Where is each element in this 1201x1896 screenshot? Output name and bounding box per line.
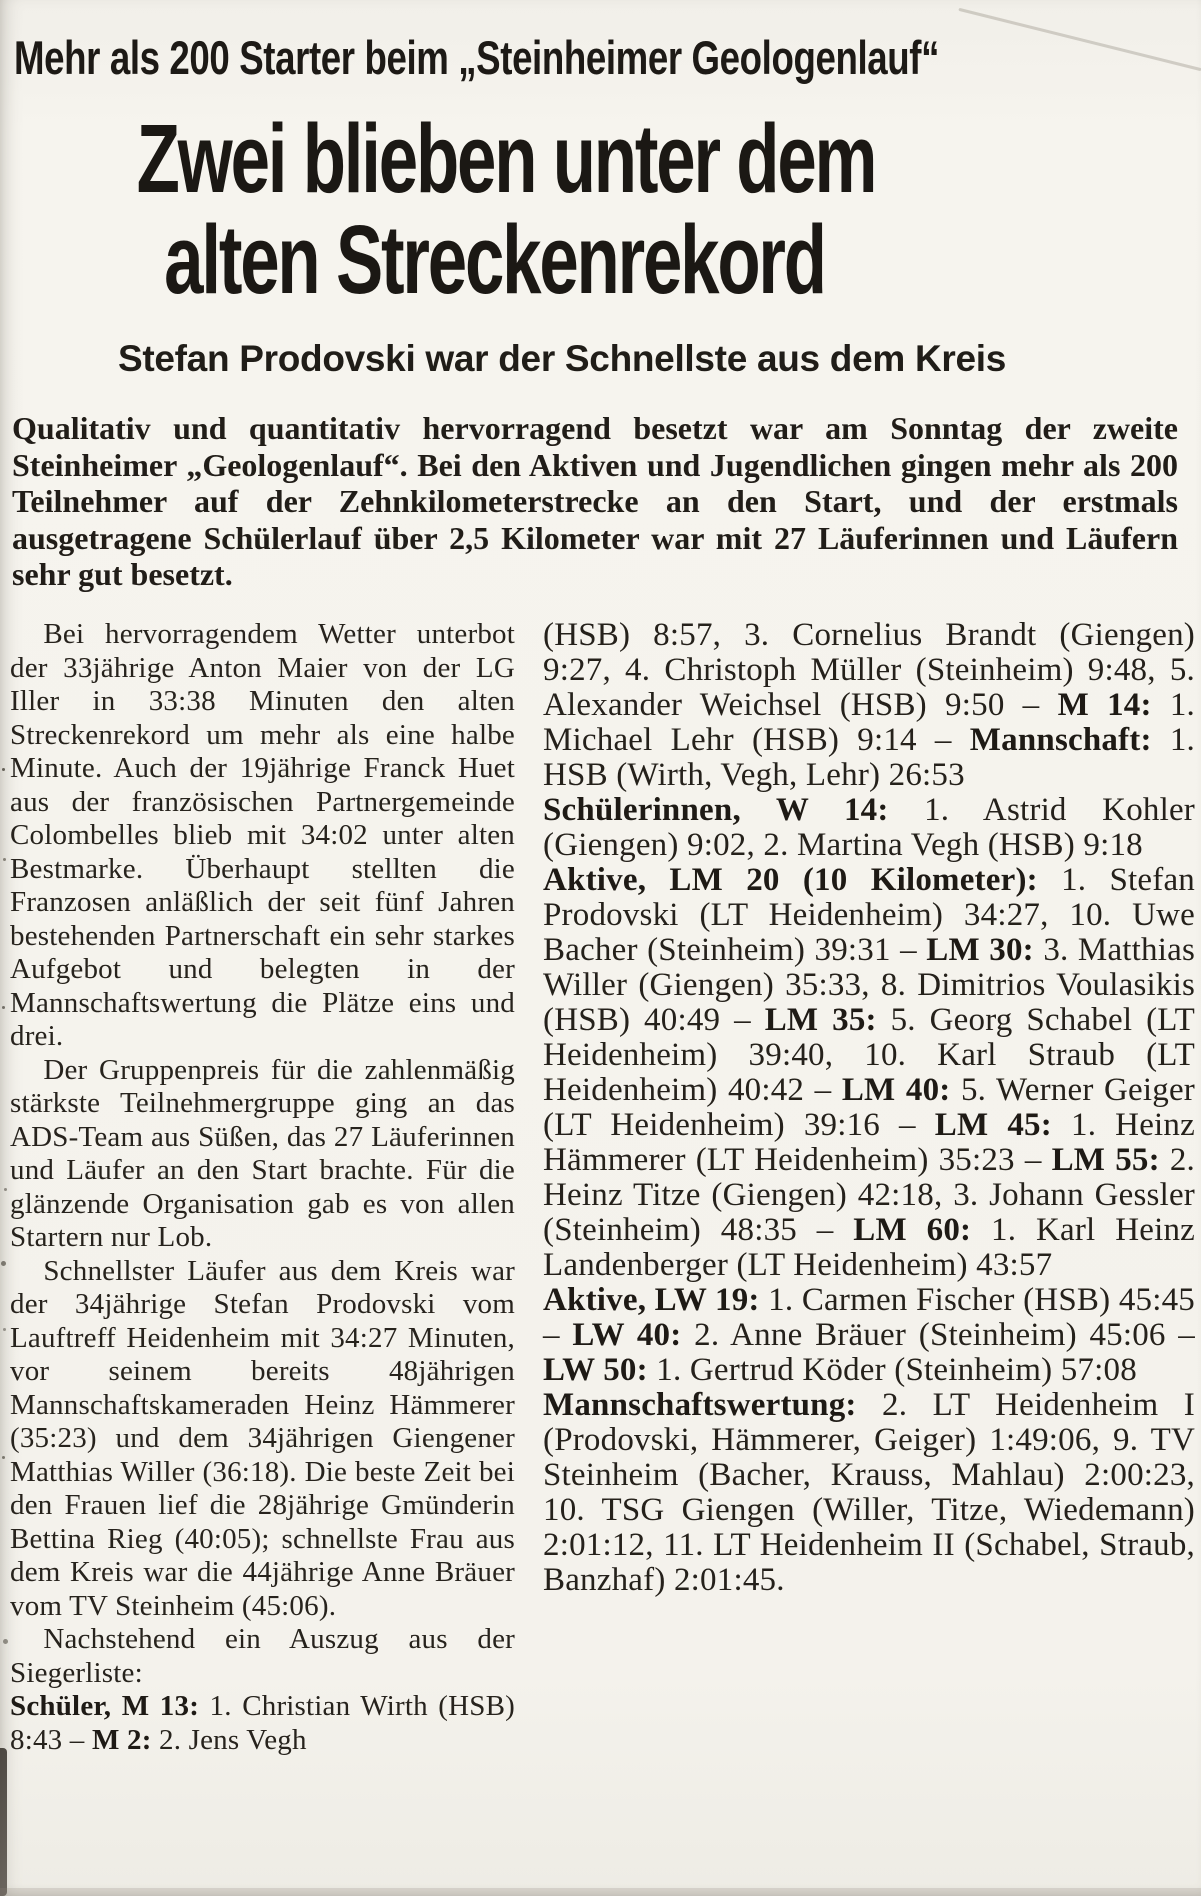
kicker: [14, 31, 1194, 84]
article-paragraph: Bei hervorragendem Wetter unterbot der 33jährige Anton Maier von der LG Iller in 33:38 Minuten den alten Streckenrekord um mehr als eine halbe Minute. Auch der 19jährige Franck Huet aus der französischen Partnergemeinde Colombelles blieb mit 34:02 unter alten Bestmarke. Überhaupt stellten die Franzosen anläßlich der seit fünf Jahren bestehenden Partnerschaft ein sehr starkes Aufgebot und belegten in der Mannschaftswertung die Plätze eins und drei.: [10, 618, 515, 1052]
result-category-label: Schüler, M 13:: [10, 1690, 200, 1722]
headline-line-2: alten Streckenrekord: [164, 205, 826, 314]
article-paragraph: Der Gruppenpreis für die zahlenmäßig stärkste Teilnehmergruppe ging an das ADS-Team aus Süßen, das 27 Läuferinnen und Läufer an den Start brachte. Für die glänzende Organisation gab es von allen Startern nur Lob.: [10, 1053, 515, 1253]
result-category-label: LM 60:: [853, 1212, 972, 1248]
article-paragraph: Schülerinnen, W 14: 1. Astrid Kohler (Giengen) 9:02, 2. Martina Vegh (HSB) 9:18: [543, 792, 1195, 863]
article-column-left: [10, 618, 515, 1757]
article-paragraph: Schnellster Läufer aus dem Kreis war der 34jährige Stefan Prodovski vom Lauftreff Heidenheim mit 34:27 Minuten, vor seinem bereits 48jährigen Mannschaftskameraden Heinz Hämmerer (35:23) und dem 34jährigen Giengener Matthias Willer (36:18). Die beste Zeit bei den Frauen lief die 28jährige Gmünderin Bettina Rieg (40:05); schnellste Frau aus dem Kreis war die 44jährige Anne Bräuer vom TV Steinheim (45:06).: [10, 1254, 515, 1622]
result-category-label: LM 40:: [841, 1072, 951, 1108]
scan-edge-shadow: [0, 1888, 1201, 1896]
article-column-right: [543, 618, 1195, 1598]
headline: [0, 104, 990, 314]
result-category-label: LM 35:: [764, 1002, 877, 1038]
scan-speckles: [2, 768, 5, 771]
kicker-text: Mehr als 200 Starter beim „Steinheimer Geologenlauf“: [14, 31, 940, 84]
result-category-label: LM 30:: [926, 932, 1034, 968]
result-category-label: M 14:: [1057, 687, 1152, 723]
result-category-label: Mannschaft:: [969, 722, 1152, 758]
result-category-label: Aktive, LW 19:: [543, 1282, 760, 1318]
article-paragraph: Aktive, LM 20 (10 Kilometer): 1. Stefan Prodovski (LT Heidenheim) 34:27, 10. Uwe Bacher (Steinheim) 39:31 – LM 30: 3. Matthias Willer (Giengen) 35:33, 8. Dimitrios Voulasikis (HSB) 40:49 – LM 35: 5. Georg Schabel (LT Heidenheim) 39:40, 10. Karl Straub (LT Heidenheim) 40:42 – LM 40: 5. Werner Geiger (LT Heidenheim) 39:16 – LM 45: 1. Heinz Hämmerer (LT Heidenheim) 35:23 – LM 55: 2. Heinz Titze (Giengen) 42:18, 3. Johann Gessler (Steinheim) 48:35 – LM 60: 1. Karl Heinz Landenberger (LT Heidenheim) 43:57: [543, 862, 1195, 1283]
article-paragraph: Aktive, LW 19: 1. Carmen Fischer (HSB) 45:45 – LW 40: 2. Anne Bräuer (Steinheim) 45:06 – LW 50: 1. Gertrud Köder (Steinheim) 57:08: [543, 1282, 1195, 1388]
article-paragraph: Schüler, M 13: 1. Christian Wirth (HSB) 8:43 – M 2: 2. Jens Vegh: [10, 1690, 515, 1756]
article-paragraph: Nachstehend ein Auszug aus der Siegerliste:: [10, 1623, 515, 1689]
result-category-label: Aktive, LM 20 (10 Kilometer):: [543, 862, 1038, 898]
headline-line-1: Zwei blieben unter dem: [136, 104, 876, 213]
article-body: [10, 618, 1195, 1757]
scan-smudge: [0, 1748, 7, 1896]
result-category-label: LM 55:: [1051, 1142, 1160, 1178]
result-category-label: LW 50:: [543, 1352, 648, 1388]
result-category-label: Mannschaftswertung:: [543, 1387, 857, 1423]
article-paragraph: Mannschaftswertung: 2. LT Heidenheim I (Prodovski, Hämmerer, Geiger) 1:49:06, 9. TV Steinheim (Bacher, Krauss, Mahlau) 2:00:23, 10. TSG Giengen (Willer, Titze, Wiedemann) 2:01:12, 11. LT Heidenheim II (Schabel, Straub, Banzhaf) 2:01:45.: [543, 1387, 1195, 1598]
result-category-label: LW 40:: [572, 1317, 682, 1353]
article-paragraph: (HSB) 8:57, 3. Cornelius Brandt (Giengen) 9:27, 4. Christoph Müller (Steinheim) 9:48, 5. Alexander Weichsel (HSB) 9:50 – M 14: 1. Michael Lehr (HSB) 9:14 – Mannschaft: 1. HSB (Wirth, Vegh, Lehr) 26:53: [543, 617, 1195, 793]
result-category-label: LM 45:: [934, 1107, 1052, 1143]
result-category-label: M 2:: [91, 1723, 152, 1756]
result-category-label: Schülerinnen, W 14:: [543, 792, 889, 828]
lead-paragraph: Qualitativ und quantitativ hervorragend besetzt war am Sonntag der zweite Steinheimer „Geologenlauf“. Bei den Aktiven und Jugendlichen gingen mehr als 200 Teilnehmer auf der Zehnkilometerstrecke an den Start, und der erstmals ausgetragene Schülerlauf über 2,5 Kilometer war mit 27 Läuferinnen und Läufern sehr gut besetzt.: [12, 410, 1178, 592]
subheadline: Stefan Prodovski war der Schnellste aus dem Kreis: [117, 338, 1007, 379]
